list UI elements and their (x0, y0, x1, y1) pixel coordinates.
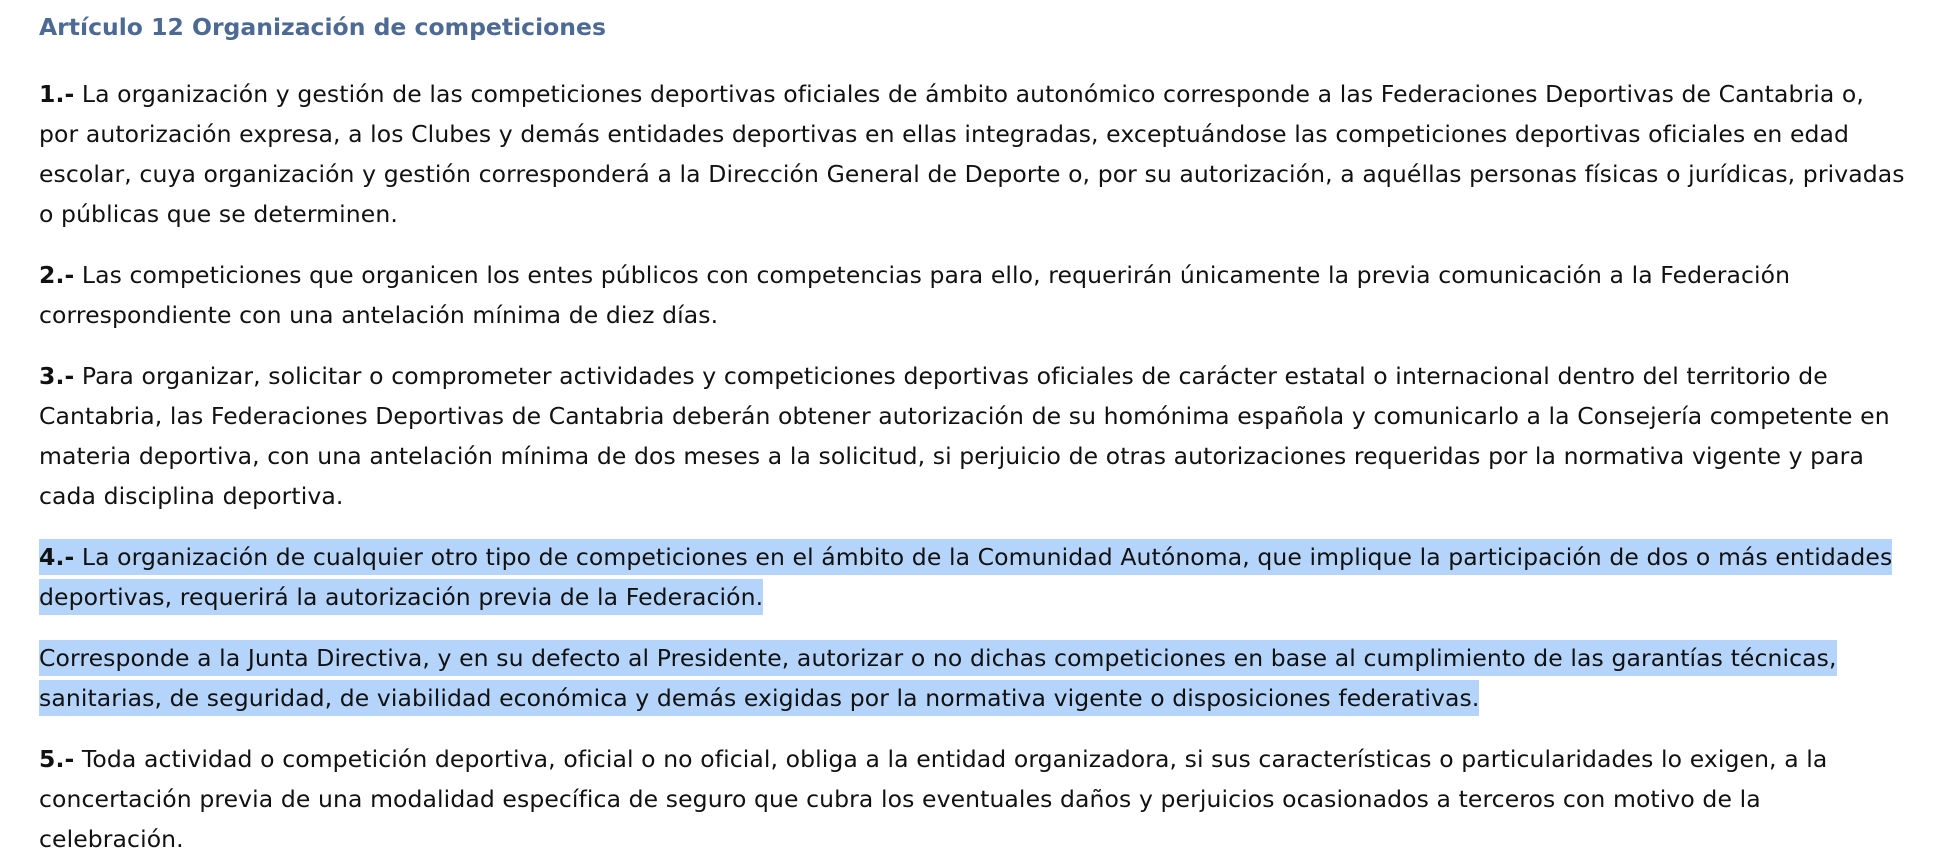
paragraph-5 (39, 739, 1910, 859)
paragraph-number: 2.- (39, 261, 75, 289)
paragraph-4-continuation (39, 638, 1910, 718)
paragraph-4 (39, 537, 1910, 617)
paragraph-number: 4.- (39, 543, 75, 571)
paragraph-number: 1.- (39, 80, 75, 108)
paragraph-3 (39, 356, 1910, 516)
selected-text[interactable] (39, 539, 1892, 615)
paragraph-1 (39, 74, 1910, 234)
paragraph-text: La organización y gestión de las competiciones deportivas oficiales de ámbito autonómico corresponde a las Federaciones Deportivas de Cantabria o, por autorización expresa, a los Clubes y demás entidades deportivas en ellas integradas, exceptuándose las competiciones deportivas oficiales en edad escolar, cuya organización y gestión corresponderá a la Dirección General de Deporte o, por su autorización, a aquéllas personas físicas o jurídicas, privadas o públicas que se determinen. (39, 80, 1905, 228)
paragraph-text: La organización de cualquier otro tipo de competiciones en el ámbito de la Comunidad Autónoma, que implique la participación de dos o más entidades deportivas, requerirá la autorización previa de la Federación. (39, 543, 1893, 611)
paragraph-2 (39, 255, 1910, 335)
article-title: Artículo 12 Organización de competiciones (39, 13, 606, 41)
selected-text[interactable] (39, 640, 1837, 716)
paragraph-text: Para organizar, solicitar o comprometer actividades y competiciones deportivas oficiales de carácter estatal o internacional dentro del territorio de Cantabria, las Federaciones Deportivas de Cantabria deberán obtener autorización de su homónima española y comunicarlo a la Consejería competente en materia deportiva, con una antelación mínima de dos meses a la solicitud, si perjuicio de otras autorizaciones requeridas por la normativa vigente y para cada disciplina deportiva. (39, 362, 1890, 510)
paragraph-number: 5.- (39, 745, 75, 773)
paragraph-text: Las competiciones que organicen los entes públicos con competencias para ello, requerirán únicamente la previa comunicación a la Federación correspondiente con una antelación mínima de diez días. (39, 261, 1791, 329)
paragraph-text: Corresponde a la Junta Directiva, y en su defecto al Presidente, autorizar o no dichas competiciones en base al cumplimiento de las garantías técnicas, sanitarias, de seguridad, de viabilidad económica y demás exigidas por la normativa vigente o disposiciones federativas. (39, 644, 1837, 712)
paragraph-number: 3.- (39, 362, 75, 390)
paragraph-text: Toda actividad o competición deportiva, oficial o no oficial, obliga a la entidad organizadora, si sus características o particularidades lo exigen, a la concertación previa de una modalidad específica de seguro que cubra los eventuales daños y perjuicios ocasionados a terceros con motivo de la celebración. (39, 745, 1828, 853)
